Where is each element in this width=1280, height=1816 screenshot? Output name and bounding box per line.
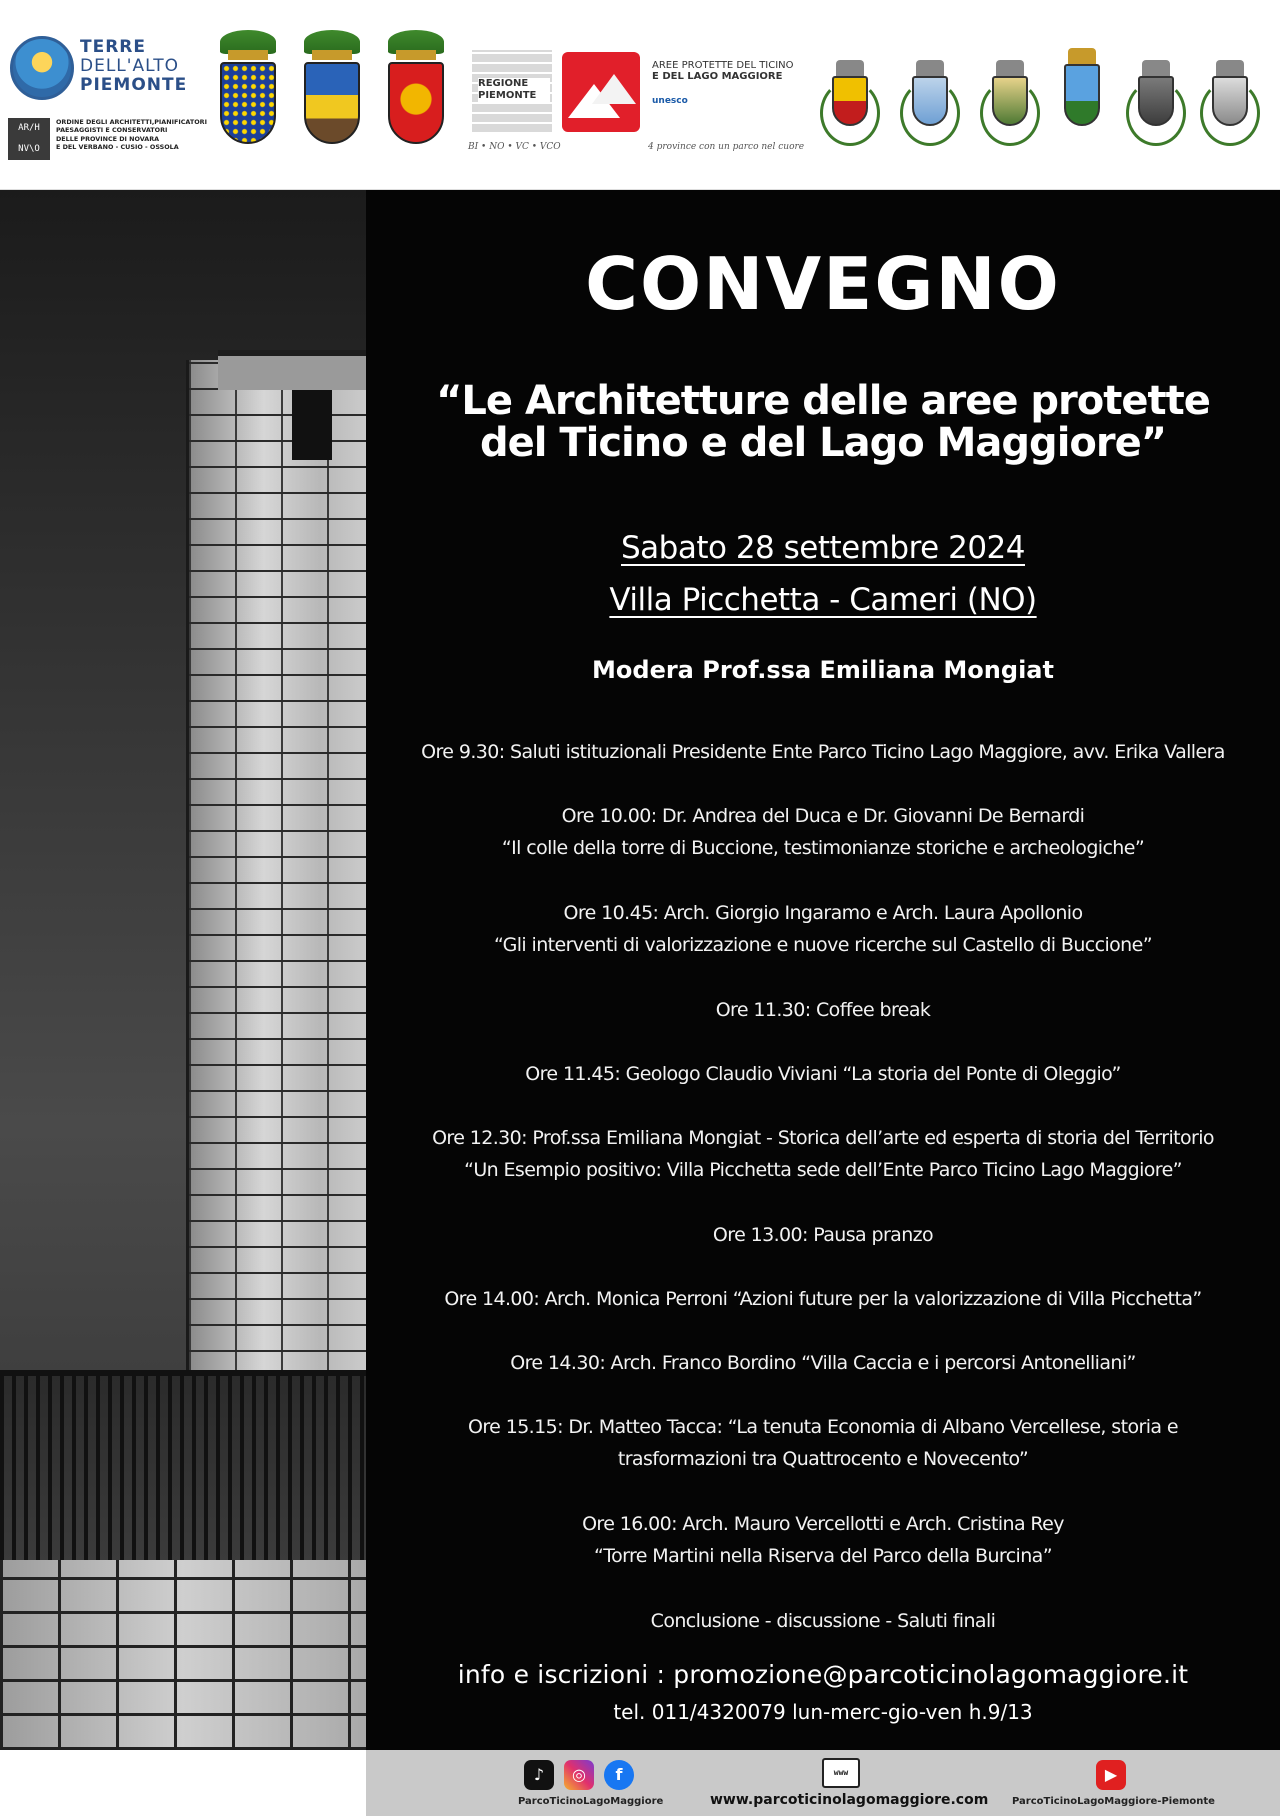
logo-header: [0, 0, 1280, 190]
tiktok-icon[interactable]: ♪: [524, 1760, 554, 1790]
ordine-architetti-logo: [8, 118, 218, 162]
web-icon[interactable]: www: [822, 1758, 860, 1788]
aree-protette-logo: AREE PROTETTE DEL TICINO E DEL LAGO MAGGIORE unesco: [652, 60, 794, 106]
agenda-item: Ore 11.45: Geologo Claudio Viviani “La storia del Ponte di Oleggio”: [525, 1063, 1121, 1085]
province-crest-vco: [296, 30, 368, 154]
agenda-item: Ore 11.30: Coffee break: [715, 999, 931, 1021]
unesco-mark: unesco: [652, 96, 688, 106]
agenda-item: Ore 10.45: Arch. Giorgio Ingaramo e Arch. Laura Apollonio “Gli interventi di valorizzazione e nuove ricerche sul Castello di Buccione”: [494, 902, 1152, 956]
agenda-item: Ore 15.15: Dr. Matteo Tacca: “La tenuta Economia di Albano Vercellese, storia e trasformazioni tra Quattrocento e Novecento”: [468, 1416, 1178, 1470]
aree-subtitle: 4 province con un parco nel cuore: [648, 142, 805, 152]
agenda-item: Ore 13.00: Pausa pranzo: [712, 1224, 934, 1246]
comune-crest-2: [900, 60, 960, 150]
comune-crest-3: [980, 60, 1040, 150]
facebook-icon[interactable]: f: [604, 1760, 634, 1790]
agenda-item: Conclusione - discussione - Saluti finali: [650, 1610, 996, 1632]
tower-photo: [0, 190, 366, 1750]
regione-piemonte-logo: REGIONE PIEMONTE: [472, 50, 552, 132]
agenda-item: Ore 14.30: Arch. Franco Bordino “Villa Caccia e i percorsi Antonelliani”: [510, 1352, 1136, 1374]
event-place: Villa Picchetta - Cameri (NO): [609, 582, 1037, 618]
info-phone: tel. 011/4320079 lun-merc-gio-ven h.9/13: [613, 1700, 1033, 1724]
terre-logo-text: TERRE DELL'ALTO PIEMONTE: [80, 37, 188, 95]
comune-crest-5: [1126, 60, 1186, 150]
youtube-icon[interactable]: ▶: [1096, 1760, 1126, 1790]
comune-crest-1: [820, 60, 880, 150]
terre-alto-piemonte-logo: [10, 34, 200, 104]
stone-wall: [0, 1560, 366, 1750]
social-handle: ParcoTicinoLagoMaggiore: [518, 1796, 664, 1807]
province-crest-vercelli: [380, 30, 452, 154]
youtube-handle: ParcoTicinoLagoMaggiore-Piemonte: [1012, 1796, 1215, 1807]
comune-crest-6: [1200, 60, 1260, 150]
regione-subtitle: BI • NO • VC • VCO: [468, 142, 561, 152]
comune-crest-4: [1052, 48, 1112, 138]
agenda-item: Ore 14.00: Arch. Monica Perroni “Azioni future per la valorizzazione di Villa Picchetta”: [444, 1288, 1202, 1310]
moderator: Modera Prof.ssa Emiliana Mongiat: [592, 656, 1054, 684]
event-panel: [366, 190, 1280, 1750]
tower-top: [218, 350, 366, 390]
agenda-item: Ore 9.30: Saluti istituzionali Presidente Ente Parco Ticino Lago Maggiore, avv. Erika Vallera: [421, 741, 1225, 763]
event-subtitle: “Le Architetture delle aree protette del Ticino e del Lago Maggiore”: [436, 378, 1210, 466]
tower-window: [292, 390, 332, 460]
website-link[interactable]: www.parcoticinolagomaggiore.com: [710, 1792, 989, 1808]
ordine-mark: AR/H NV\O: [8, 118, 50, 160]
ordine-text: ORDINE DEGLI ARCHITETTI,PIANIFICATORI PAESAGGISTI E CONSERVATORI DELLE PROVINCE DI NOVARA E DEL VERBANO - CUSIO - OSSOLA: [56, 118, 207, 152]
event-date: Sabato 28 settembre 2024: [621, 530, 1025, 566]
globe-icon: [10, 36, 74, 100]
agenda: [366, 736, 1280, 1645]
agenda-item: Ore 10.00: Dr. Andrea del Duca e Dr. Giovanni De Bernardi “Il colle della torre di Buccione, testimonianze storiche e archeologiche”: [501, 805, 1145, 859]
province-crest-novara: [212, 30, 284, 154]
social-footer: [366, 1750, 1280, 1816]
agenda-item: Ore 12.30: Prof.ssa Emiliana Mongiat - Storica dell’arte ed esperta di storia del Territorio “Un Esempio positivo: Villa Picchetta sede dell’Ente Parco Ticino Lago Maggiore”: [432, 1127, 1214, 1181]
event-title: CONVEGNO: [585, 242, 1061, 326]
fence: [0, 1370, 366, 1560]
parco-mountain-logo: [562, 52, 640, 132]
instagram-icon[interactable]: ◎: [564, 1760, 594, 1790]
info-email[interactable]: info e iscrizioni : promozione@parcoticinolagomaggiore.it: [457, 1660, 1189, 1689]
agenda-item: Ore 16.00: Arch. Mauro Vercellotti e Arch. Cristina Rey “Torre Martini nella Riserva del Parco della Burcina”: [582, 1513, 1064, 1567]
